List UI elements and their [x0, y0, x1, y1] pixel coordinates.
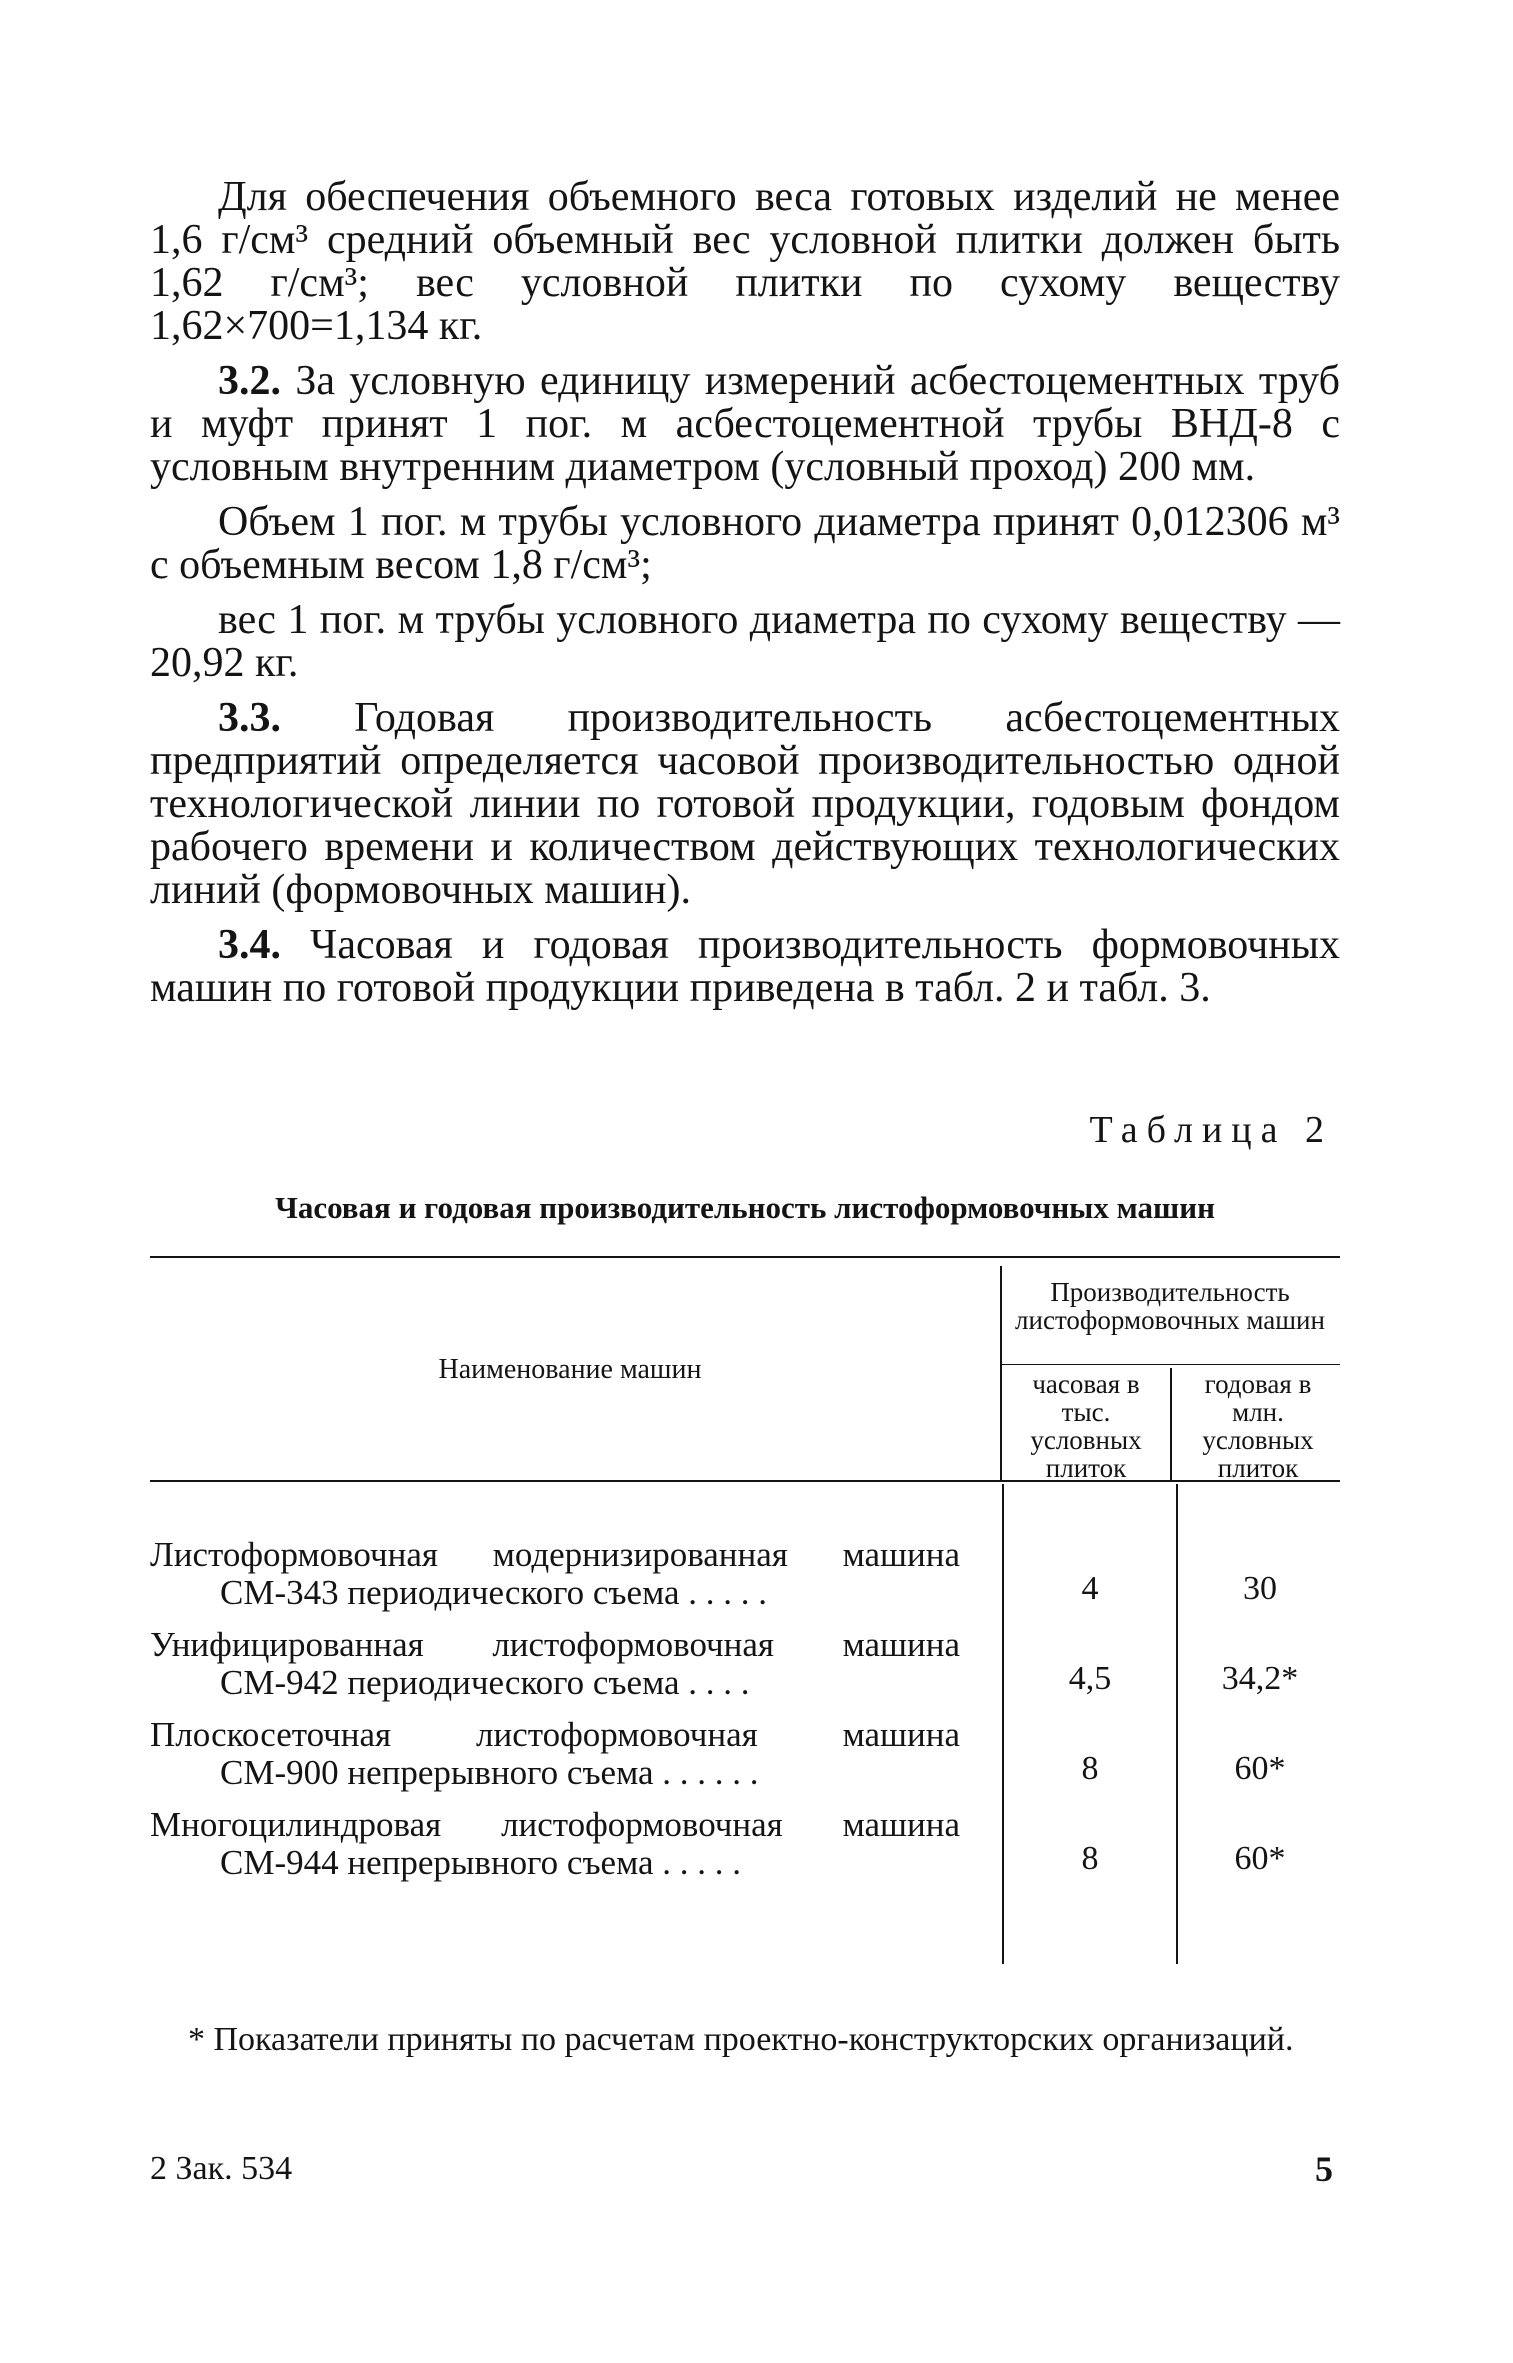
paragraph-3-4: 3.4. Часовая и годовая производительность формовочных машин по готовой продукции приведена в табл. 2 и табл. 3.: [150, 922, 1341, 1011]
paragraph-pipe-weight: вес 1 пог. м трубы условного диаметра по сухому веществу —20,92 кг.: [150, 597, 1340, 686]
table-top-rule: [150, 1256, 1340, 1258]
table-cell-hourly: 4: [1081, 1570, 1099, 1607]
header-productivity-group: Производительность листоформовочных машин: [1015, 1277, 1325, 1335]
body-divider: [1002, 1484, 1004, 1964]
table-row-name: Унифицированная листоформовочная машина СМ-942 периодического съема . . . .: [150, 1625, 960, 1702]
header-yearly: годовая в млн. условных плиток: [1202, 1369, 1314, 1483]
header-group-rule: [1000, 1364, 1340, 1365]
section-number: 3.2.: [218, 358, 281, 404]
paragraph-3-3: 3.3. Годовая производительность асбестоцементных предприятий определяется часовой производительностью одной технологической линии по готовой продукции, годовым фондом рабочего времени и количеством действующих технологических линий (формовочных машин).: [150, 695, 1340, 913]
header-hourly: часовая в тыс. условных плиток: [1030, 1369, 1142, 1483]
body-subdivider: [1176, 1484, 1178, 1964]
table-row-name: Листоформовочная модернизированная машина СМ-343 периодического съема . . . . .: [150, 1535, 960, 1612]
table-cell-yearly: 60*: [1234, 1750, 1286, 1787]
table-cell-yearly: 30: [1243, 1570, 1277, 1607]
table-row-name: Плоскосеточная листоформовочная машина СМ-900 непрерывного съема . . . . . .: [150, 1715, 960, 1792]
table-footnote: * Показатели приняты по расчетам проектно-конструкторских организаций.: [188, 2021, 1294, 2058]
section-number: 3.3.: [218, 695, 281, 741]
table-title: Часовая и годовая производительность листоформовочных машин: [275, 1190, 1215, 1225]
table-row-name: Многоцилиндровая листоформовочная машина СМ-944 непрерывного съема . . . . .: [150, 1805, 960, 1882]
table-cell-yearly: 60*: [1234, 1840, 1286, 1877]
body-text: [150, 176, 1340, 1022]
header-machine-name: Наименование машин: [438, 1354, 702, 1385]
header-divider: [1000, 1266, 1002, 1480]
paragraph-3-2: 3.2. За условную единицу измерений асбестоцементных труб и муфт принят 1 пог. м асбестоцементной трубы ВНД-8 с условным внутренним диаметром (условный проход) 200 мм.: [150, 358, 1340, 490]
paragraph-pipe-volume: Объем 1 пог. м трубы условного диаметра принят 0,012306 м³ с объемным весом 1,8 г/см³;: [150, 499, 1340, 588]
paragraph-3-1-continuation: Для обеспечения объемного веса готовых изделий не менее 1,6 г/см³ средний объемный вес условной плитки должен быть 1,62 г/см³; вес условной плитки по сухому веществу 1,62×700=1,134 кг.: [150, 174, 1340, 349]
table-label: Таблица 2: [1089, 1109, 1333, 1151]
print-order-mark: 2 Зак. 534: [150, 2150, 293, 2187]
table-cell-hourly: 8: [1081, 1840, 1099, 1877]
table-cell-hourly: 8: [1081, 1750, 1099, 1787]
header-subdivider: [1170, 1368, 1172, 1480]
page-number: 5: [1315, 2149, 1333, 2189]
table-cell-hourly: 4,5: [1068, 1660, 1112, 1697]
section-number: 3.4.: [218, 922, 281, 968]
table-cell-yearly: 34,2*: [1221, 1660, 1299, 1697]
